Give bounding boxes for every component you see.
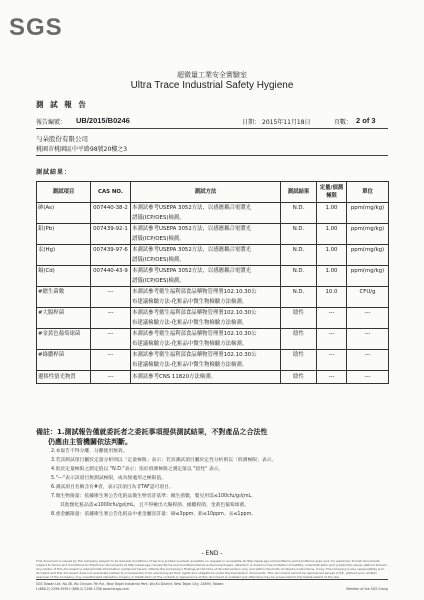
cell-unit: ppm(mg/kg) [347,203,389,224]
cell-result: 陰性 [281,371,317,384]
cell-unit: --- [347,350,389,371]
cell-cas: --- [91,371,131,384]
cell-result: 陰性 [281,329,317,350]
report-no-label: 報告編號： [36,119,67,126]
cell-result: N.D. [281,203,317,224]
cell-result: N.D. [281,266,317,287]
cell-cas: 007439-97-6 [91,245,131,266]
cell-unit: --- [347,371,389,384]
cell-item: 鎘(Cd) [37,266,91,287]
cell-method [131,224,281,245]
sgs-logo: SGS [9,14,63,41]
cell-limit: 1.00 [317,224,347,245]
footer [36,582,388,592]
fine-print: This document is issued by the Company subject to its General Conditions of Service printed overleaf, available on request or accessible at http://www.sgs.com/en/Terms-and-Conditions.aspx and, for electronic format documents, subject to Terms and Conditions for Electronic Documents at http://www.sgs.com/en/Terms-and-Conditions/Terms-e-Document.aspx. Attention is drawn to the limitation of liability, indemnification and jurisdiction issues defined therein. Any holder of this document is advised that information contained hereon reflects the Company's findings at the time of its intervention only and within the limits of Client's instructions, if any. The Company's sole responsibility is to its Client and this document does not exonerate parties to a transaction from exercising all their rights and obligations under the transaction documents. This document cannot be reproduced except in full, without prior written approval of the Company. Any unauthorized alteration, forgery or falsification of the content or appearance of this document is unlawful and offenders may be prosecuted to the fullest extent of the law. [36,559,388,579]
cell-cas: --- [91,350,131,371]
date-label: 日期： [242,119,261,126]
cell-limit: --- [317,371,347,384]
cell-cas: --- [91,308,131,329]
cell-result: N.D. [281,224,317,245]
table-row [37,308,389,329]
cell-item: #綠膿桿菌 [37,350,91,371]
method-line: 本測試參考USEPA 3052方法，以感應耦合電漿光 [132,226,252,232]
notes-lead: 備註：1.測試報告僅就委託者之委託事項提供測試結果，不對產品之合法性 [36,428,268,436]
cell-limit: 1.00 [317,245,347,266]
cell-method [131,203,281,224]
cell-cas: --- [91,287,131,308]
footer-address: SGS Taiwan Ltd. No.38, Wu Chyuan 7th Rd., New Taipei Industrial Park, Wu Ku District, New Taipei City, 24890, Taiwan [36,582,224,586]
footer-group: Member of the SGS Group [346,587,388,591]
note-item: 5."---"表示該項目無測試極限，或為無適用之極限值。 [51,476,166,481]
cell-unit: ppm(mg/kg) [347,245,389,266]
method-line: 本測試參考CNS 11820方法檢測。 [132,374,216,380]
table-row [37,203,389,224]
cell-method [131,308,281,329]
method-line: 本測試參考衛生福利部食品藥物管理署102.10.30公 [132,289,257,295]
note-item: 8.重金屬限量：依據衛生署公告化粧品中重金屬容許量：砷≤3ppm、鉛≤10ppm、汞≤1ppm。 [51,512,257,517]
col-header-method: 測試方法 [131,182,281,203]
cell-cas: 007439-92-1 [91,224,131,245]
cell-item: #總生菌數 [37,287,91,308]
table-row [37,266,389,287]
method-line: 本測試參考衛生福利部食品藥物管理署102.10.30公 [132,310,257,316]
table-row [37,287,389,308]
cell-method [131,329,281,350]
client-company: 勻朵股份有限公司 [36,135,88,143]
cell-method [131,266,281,287]
cell-unit: ppm(mg/kg) [347,266,389,287]
lab-name-cn: 超微量工業安全實驗室 [177,71,247,79]
table-row [37,224,389,245]
cell-limit: --- [317,350,347,371]
cell-item: 鉛(Pb) [37,224,91,245]
client-rule [36,155,388,156]
note-item: 2.本報告不得分離，分離使用無效。 [51,449,128,454]
cell-item: #金黃色葡萄球菌 [37,329,91,350]
method-line: 布建議檢驗方法-化粧品中微生物檢驗方法檢測。 [132,299,248,305]
method-line: 譜儀(ICP/OES)檢測。 [132,278,185,284]
method-line: 譜儀(ICP/OES)檢測。 [132,215,185,221]
page-label: 頁數： [334,119,353,126]
page-number: 2 of 3 [356,116,376,125]
cell-result: 陰性 [281,308,317,329]
document-title: 測 試 報 告 [36,100,88,109]
note-item: 3.若該測試項目屬於定量分析則以「定量極限」表示；若該測試項目屬於定性分析則以「偵測極限」表示。 [51,458,277,463]
cell-limit: 1.00 [317,266,347,287]
cell-limit: 10.0 [317,287,347,308]
cell-item: 遷移性螢光物質 [37,371,91,384]
cell-item: #大腸桿菌 [37,308,91,329]
notes-section [36,427,388,519]
method-line: 本測試參考USEPA 3052方法，以感應耦合電漿光 [132,205,252,211]
col-header-cas: CAS NO. [91,182,131,203]
results-table [36,181,389,384]
table-row [37,371,389,384]
results-label: 測試結果： [36,169,72,176]
report-no: UB/2015/B0246 [76,116,130,125]
note-item: 7.微生物限量：依據衛生署公告化粧品微生物容許基準：總生菌數，嬰兒用需≤100cfu/g或mL， [51,494,257,499]
cell-limit: 1.00 [317,203,347,224]
note-item: 6.測試項目名稱含有#者，表示該項目為非TAF認可項目。 [51,485,174,490]
cell-unit: --- [347,308,389,329]
cell-result: 陰性 [281,350,317,371]
method-line: 本測試參考衛生福利部食品藥物管理署102.10.30公 [132,352,257,358]
table-row [37,329,389,350]
method-line: 本測試參考衛生福利部食品藥物管理署102.10.30公 [132,331,257,337]
cell-unit: CFU/g [347,287,389,308]
client-address: 桃園市桃園區中平路98號20樓之3 [36,146,128,153]
footer-phone: t (886-2) 2299-3939 f (886-2) 2298-1338 www.tw.sgs.com [36,587,129,591]
col-header-limit: 定量/偵測極限 [317,182,347,203]
footer-rule [36,579,388,580]
method-line: 本測試參考USEPA 3052方法，以感應耦合電漿光 [132,268,252,274]
end-mark: - END - [201,550,223,557]
col-header-item: 測試項目 [37,182,91,203]
table-row [37,245,389,266]
note-item: 4.低於定量極限之測定值以 "N.D."表示；依於偵測極限之測定值以 "陰性" 表示。 [51,467,224,472]
table-header-row [37,182,389,203]
cell-cas: --- [91,329,131,350]
cell-item: 汞(Hg) [37,245,91,266]
report-date: 2015年11月18日 [262,119,311,126]
cell-result: N.D. [281,287,317,308]
cell-unit: ppm(mg/kg) [347,224,389,245]
table-row [37,350,389,371]
cell-unit: --- [347,329,389,350]
cell-limit: --- [317,329,347,350]
report-info-row [36,117,388,127]
cell-limit: --- [317,308,347,329]
cell-result: N.D. [281,245,317,266]
method-line: 本測試參考USEPA 3052方法，以感應耦合電漿光 [132,247,252,253]
col-header-result: 測試結果 [281,182,317,203]
method-line: 布建議檢驗方法-化粧品中微生物檢驗方法檢測。 [132,341,248,347]
cell-cas: 007440-38-2 [91,203,131,224]
cell-method [131,371,281,384]
cell-method [131,245,281,266]
method-line: 布建議檢驗方法-化粧品中微生物檢驗方法檢測。 [132,320,248,326]
note-item: 其他類化粧品需≤1000cfu/g或mL，且不得檢出大腸桿菌、綠膿桿菌、金黃色葡萄球菌。 [60,503,250,508]
method-line: 譜儀(ICP/OES)檢測。 [132,236,185,242]
col-header-unit: 單位 [347,182,389,203]
lab-name-en: Ultra Trace Industrial Safety Hygiene [130,80,294,91]
cell-method [131,350,281,371]
cell-cas: 007440-43-9 [91,266,131,287]
cell-item: 砷(As) [37,203,91,224]
notes-lead-cont: 仍應由主管機關依法判斷。 [48,438,132,446]
header-rule [36,128,388,129]
method-line: 布建議檢驗方法-化粧品中微生物檢驗方法檢測。 [132,362,248,368]
method-line: 譜儀(ICP/OES)檢測。 [132,257,185,263]
cell-method [131,287,281,308]
